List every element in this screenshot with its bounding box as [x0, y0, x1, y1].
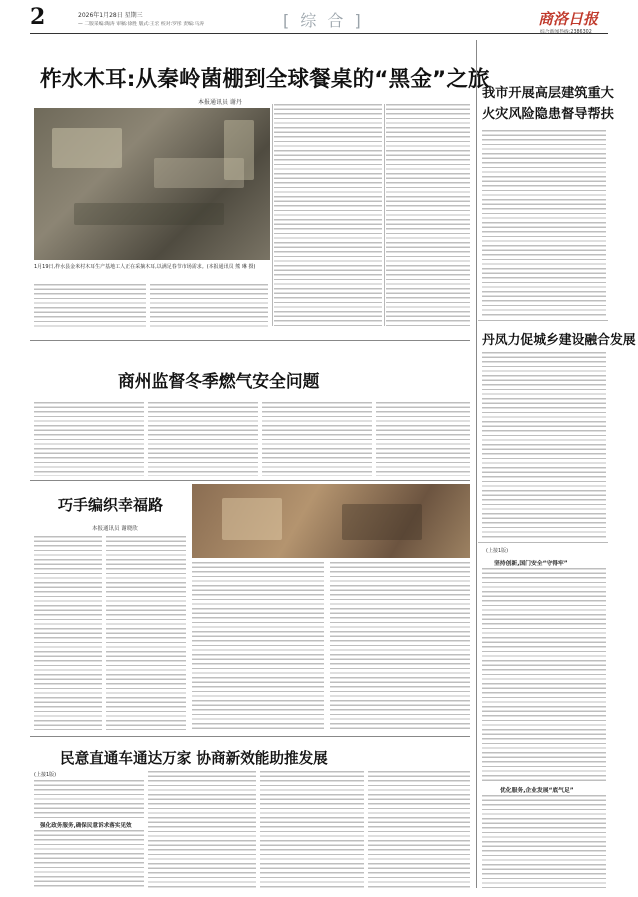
main-byline: 本报通讯员 谢丹 [198, 99, 242, 106]
right-continued-label: (上接1版) [486, 548, 509, 554]
craft-bottom-rule [30, 736, 470, 737]
editor-line: — 二版采编:陶涛 审稿:徐胜 版式:王宏 校对:罗彤 责编:马涛 [78, 22, 205, 27]
bottom-body-2 [148, 771, 256, 888]
gas-body-3 [262, 402, 372, 476]
photo-caption: 1月19日,柞水县金米村木耳生产基地工人正在采摘木耳,以满足春节市场需求。(本报通讯员 熊 琳 摄) [34, 264, 256, 270]
bottom-body-4 [368, 771, 470, 888]
bottom-subheading: 强化政务服务,确保民意诉求落实见效 [40, 823, 132, 829]
page-number: 2 [30, 4, 46, 30]
gas-body-4 [376, 402, 470, 476]
right-column-divider [476, 40, 477, 888]
craft-photo [192, 484, 470, 558]
craft-headline: 巧手编织幸福路 [58, 496, 164, 514]
right-subheading-2: 优化服务,企业发展“底气足” [500, 788, 574, 794]
main-body-col1b [150, 284, 268, 328]
masthead-rule [30, 33, 608, 34]
fire-safety-headline-1: 我市开展高层建筑重大 [482, 86, 614, 101]
right-subheading-1: 坚持创新,国门安全“守得牢” [494, 561, 568, 567]
right-lower-body-1 [482, 568, 606, 782]
mushroom-farm-photo [34, 108, 270, 260]
bottom-body-1a [34, 780, 144, 818]
gas-top-rule [30, 340, 470, 341]
craft-byline: 本报通讯员 谢晓欣 [92, 526, 138, 532]
gas-body-1 [34, 402, 144, 476]
craft-body-1 [34, 536, 102, 730]
main-headline: 柞水木耳:从秦岭菌棚到全球餐桌的“黑金”之旅 [40, 67, 490, 92]
newspaper-logo: 商洛日报 [538, 10, 599, 28]
craft-body-2 [106, 536, 186, 730]
bottom-continued-label: (上接1版) [34, 772, 57, 778]
craft-body-3 [192, 562, 324, 730]
fire-safety-headline-2: 火灾风险隐患督导帮扶 [482, 107, 614, 122]
gas-body-2 [148, 402, 258, 476]
bottom-body-3 [260, 771, 364, 888]
main-body-col2 [274, 104, 382, 326]
craft-body-4 [330, 562, 470, 730]
right-lower-body-2 [482, 795, 606, 888]
danfeng-headline: 丹凤力促城乡建设融合发展 [482, 333, 636, 348]
bottom-body-1b [34, 830, 144, 888]
fire-safety-body [482, 130, 606, 316]
bottom-headline: 民意直通车通达万家 协商新效能助推发展 [60, 750, 328, 767]
issue-date: 2026年1月28日 星期三 [78, 12, 143, 19]
gas-bottom-rule [30, 480, 470, 481]
main-body-col1a [34, 284, 146, 328]
section-label: [ 综 合 ] [283, 11, 364, 30]
danfeng-body [482, 352, 606, 538]
main-body-col3 [386, 104, 470, 326]
gas-headline: 商州监督冬季燃气安全问题 [118, 371, 320, 391]
